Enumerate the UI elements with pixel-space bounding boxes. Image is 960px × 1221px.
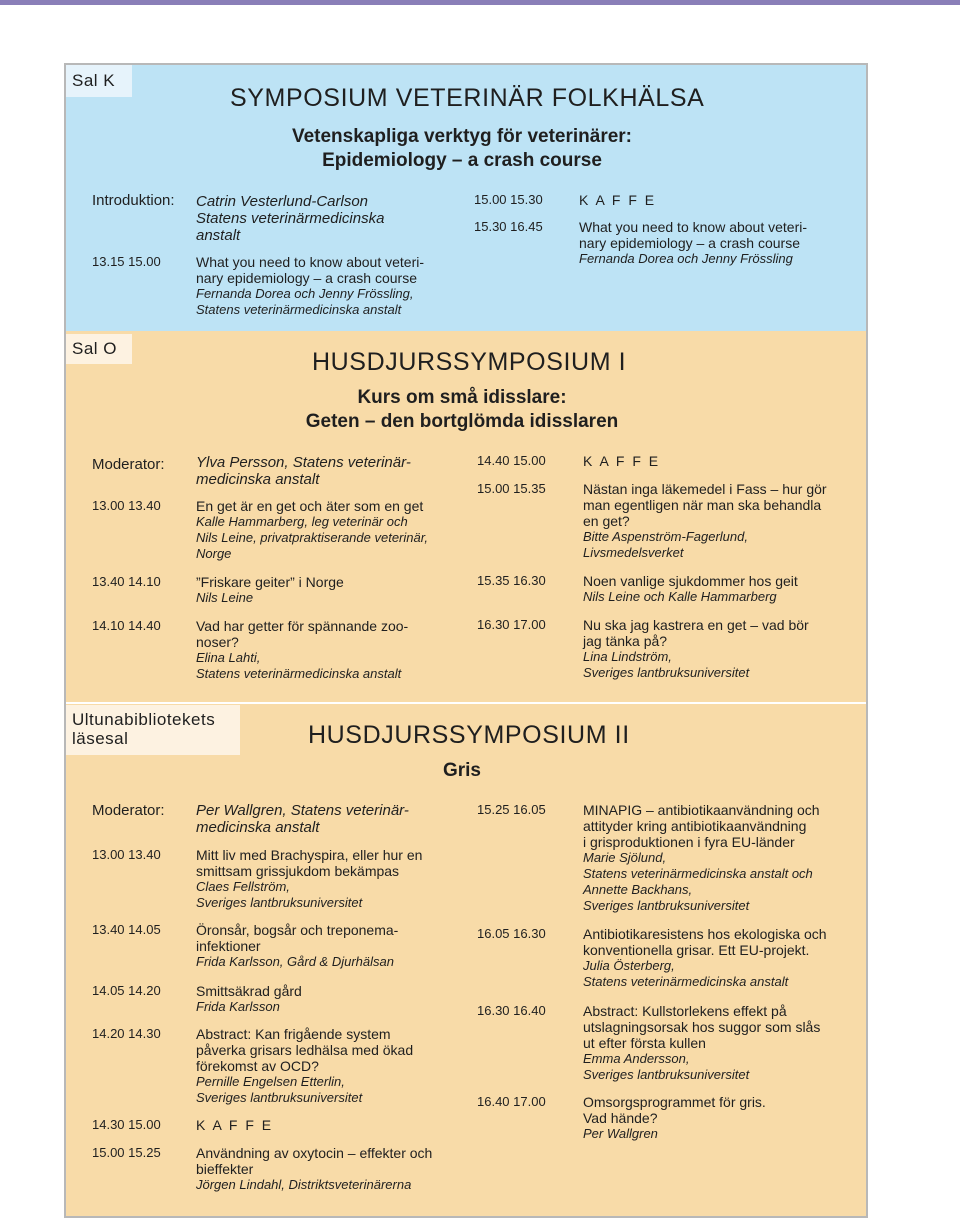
session-item bbox=[196, 922, 466, 970]
session-speaker: Annette Backhans, bbox=[583, 882, 693, 897]
session-speaker: Statens veterinärmedicinska anstalt bbox=[196, 666, 402, 681]
session-title: smittsam grissjukdom bekämpas bbox=[196, 863, 400, 879]
session-item bbox=[583, 1094, 853, 1142]
session-title: Öronsår, bogsår och treponema- bbox=[196, 922, 399, 938]
session-speaker: Livsmedelsverket bbox=[583, 545, 684, 560]
session-title: Omsorgsprogrammet för gris. bbox=[583, 1094, 766, 1110]
session-item bbox=[583, 617, 853, 681]
session-time: 15.00 15.35 bbox=[477, 481, 546, 496]
session-speaker: Julia Österberg, bbox=[583, 958, 675, 973]
session-speaker: Per Wallgren bbox=[583, 1126, 658, 1141]
session-title: MINAPIG – antibiotikaanvändning och bbox=[583, 802, 820, 818]
session-item bbox=[196, 1145, 466, 1193]
session-time: 15.00 15.25 bbox=[92, 1145, 161, 1160]
session-title: noser? bbox=[196, 634, 239, 650]
session-time: 15.35 16.30 bbox=[477, 573, 546, 588]
session-time: 13.00 13.40 bbox=[92, 847, 161, 862]
session-speaker: Statens veterinärmedicinska anstalt bbox=[583, 974, 789, 989]
session-time: 13.00 13.40 bbox=[92, 498, 161, 513]
session-speaker: Statens veterinärmedicinska anstalt bbox=[196, 302, 402, 317]
session-speaker: Jörgen Lindahl, Distriktsveterinärerna bbox=[196, 1177, 412, 1192]
session-time: 14.10 14.40 bbox=[92, 618, 161, 633]
session-speaker: Sveriges lantbruksuniversitet bbox=[583, 665, 750, 680]
session-time: 13.15 15.00 bbox=[92, 254, 161, 269]
session-time: 14.20 14.30 bbox=[92, 1026, 161, 1041]
session-item bbox=[579, 192, 849, 208]
session-speaker: Norge bbox=[196, 546, 232, 561]
session-speaker: Marie Sjölund, bbox=[583, 850, 667, 865]
session-title: Användning av oxytocin – effekter och bbox=[196, 1145, 433, 1161]
session-title: påverka grisars ledhälsa med ökad bbox=[196, 1042, 414, 1058]
session-title: K A F F E bbox=[583, 453, 661, 469]
session-speaker: Fernanda Dorea och Jenny Frössling, bbox=[196, 286, 414, 301]
session-item bbox=[583, 573, 853, 605]
room-tag: Ultunabibliotekets läsesal bbox=[66, 705, 240, 755]
session-time: 16.05 16.30 bbox=[477, 926, 546, 941]
session-title: ut efter första kullen bbox=[583, 1035, 706, 1051]
session-item bbox=[196, 983, 466, 1015]
session-time: 13.40 14.10 bbox=[92, 574, 161, 589]
session-item bbox=[579, 219, 849, 267]
session-title: What you need to know about veteri- bbox=[579, 219, 808, 235]
session-speaker: Fernanda Dorea och Jenny Frössling bbox=[579, 251, 793, 266]
session-title: nary epidemiology – a crash course bbox=[196, 270, 418, 286]
symposium-title: HUSDJURSSYMPOSIUM II bbox=[308, 721, 630, 749]
session-time: 14.40 15.00 bbox=[477, 453, 546, 468]
session-speaker: Pernille Engelsen Etterlin, bbox=[196, 1074, 345, 1089]
moderator-name: Per Wallgren, Statens veterinär- medicinska anstalt bbox=[196, 802, 409, 836]
intro-speaker: Catrin Vesterlund-Carlson Statens veterinärmedicinska anstalt bbox=[196, 193, 385, 244]
session-title: Nu ska jag kastrera en get – vad bör bbox=[583, 617, 809, 633]
intro-label: Introduktion: bbox=[92, 192, 175, 209]
symposium-subtitle: Vetenskapliga verktyg för veterinärer: Epidemiology – a crash course bbox=[291, 126, 633, 171]
symposium-title: HUSDJURSSYMPOSIUM I bbox=[312, 348, 627, 376]
session-item bbox=[196, 498, 466, 562]
session-title: K A F F E bbox=[196, 1117, 274, 1133]
session-item bbox=[583, 1003, 853, 1083]
session-title: What you need to know about veteri- bbox=[196, 254, 425, 270]
session-title: Nästan inga läkemedel i Fass – hur gör bbox=[583, 481, 827, 497]
symposium-title: SYMPOSIUM VETERINÄR FOLKHÄLSA bbox=[230, 84, 705, 112]
session-title: Smittsäkrad gård bbox=[196, 983, 302, 999]
session-time: 13.40 14.05 bbox=[92, 922, 161, 937]
session-speaker: Nils Leine, privatpraktiserande veterinär, bbox=[196, 530, 428, 545]
session-title: i grisproduktionen i fyra EU-länder bbox=[583, 834, 795, 850]
session-speaker: Sveriges lantbruksuniversitet bbox=[583, 1067, 750, 1082]
session-time: 16.30 16.40 bbox=[477, 1003, 546, 1018]
session-time: 15.25 16.05 bbox=[477, 802, 546, 817]
session-speaker: Frida Karlsson bbox=[196, 999, 280, 1014]
session-speaker: Frida Karlsson, Gård & Djurhälsan bbox=[196, 954, 394, 969]
session-speaker: Emma Andersson, bbox=[583, 1051, 690, 1066]
session-speaker: Elina Lahti, bbox=[196, 650, 261, 665]
session-time: 14.05 14.20 bbox=[92, 983, 161, 998]
room-tag: Sal O bbox=[66, 334, 132, 364]
session-title: en get? bbox=[583, 513, 630, 529]
session-item bbox=[583, 481, 853, 561]
session-title: nary epidemiology – a crash course bbox=[579, 235, 801, 251]
session-title: Mitt liv med Brachyspira, eller hur en bbox=[196, 847, 423, 863]
session-time: 16.30 17.00 bbox=[477, 617, 546, 632]
session-title: Abstract: Kullstorlekens effekt på bbox=[583, 1003, 787, 1019]
session-title: förekomst av OCD? bbox=[196, 1058, 319, 1074]
room-tag: Sal K bbox=[66, 65, 132, 97]
session-item bbox=[196, 618, 466, 682]
session-item bbox=[196, 847, 466, 911]
session-title: Abstract: Kan frigående system bbox=[196, 1026, 391, 1042]
session-title: man egentligen när man ska behandla bbox=[583, 497, 822, 513]
session-item bbox=[196, 1026, 466, 1106]
session-time: 15.00 15.30 bbox=[474, 192, 543, 207]
session-title: infektioner bbox=[196, 938, 261, 954]
moderator-label: Moderator: bbox=[92, 456, 165, 473]
session-title: ”Friskare geiter” i Norge bbox=[196, 574, 344, 590]
session-item bbox=[583, 453, 853, 469]
session-title: Vad hände? bbox=[583, 1110, 658, 1126]
session-speaker: Kalle Hammarberg, leg veterinär och bbox=[196, 514, 408, 529]
session-item bbox=[196, 254, 466, 318]
session-speaker: Nils Leine och Kalle Hammarberg bbox=[583, 589, 777, 604]
session-title: jag tänka på? bbox=[583, 633, 668, 649]
session-title: utslagningsorsak hos suggor som slås bbox=[583, 1019, 821, 1035]
session-title: Noen vanlige sjukdommer hos geit bbox=[583, 573, 798, 589]
session-speaker: Sveriges lantbruksuniversitet bbox=[196, 895, 363, 910]
symposium-subtitle: Gris bbox=[442, 760, 482, 781]
moderator-name: Ylva Persson, Statens veterinär- medicinska anstalt bbox=[196, 454, 411, 488]
session-speaker: Nils Leine bbox=[196, 590, 254, 605]
session-speaker: Sveriges lantbruksuniversitet bbox=[583, 898, 750, 913]
session-title: K A F F E bbox=[579, 192, 657, 208]
session-item bbox=[583, 926, 853, 990]
session-title: bieffekter bbox=[196, 1161, 254, 1177]
session-time: 14.30 15.00 bbox=[92, 1117, 161, 1132]
session-time: 16.40 17.00 bbox=[477, 1094, 546, 1109]
session-item bbox=[196, 574, 466, 606]
moderator-label: Moderator: bbox=[92, 802, 165, 819]
session-speaker: Bitte Aspenström-Fagerlund, bbox=[583, 529, 748, 544]
session-speaker: Statens veterinärmedicinska anstalt och bbox=[583, 866, 813, 881]
session-title: En get är en get och äter som en get bbox=[196, 498, 424, 514]
session-item bbox=[583, 802, 853, 914]
session-title: attityder kring antibiotikaanvändning bbox=[583, 818, 807, 834]
session-title: Vad har getter för spännande zoo- bbox=[196, 618, 409, 634]
session-speaker: Claes Fellström, bbox=[196, 879, 290, 894]
symposium-subtitle: Kurs om små idisslare: Geten – den bortglömda idisslaren bbox=[305, 387, 619, 432]
session-title: Antibiotikaresistens hos ekologiska och bbox=[583, 926, 827, 942]
top-accent-bar bbox=[0, 0, 960, 5]
session-item bbox=[196, 1117, 466, 1133]
session-speaker: Sveriges lantbruksuniversitet bbox=[196, 1090, 363, 1105]
session-time: 15.30 16.45 bbox=[474, 219, 543, 234]
session-title: konventionella grisar. Ett EU-projekt. bbox=[583, 942, 810, 958]
session-speaker: Lina Lindström, bbox=[583, 649, 672, 664]
